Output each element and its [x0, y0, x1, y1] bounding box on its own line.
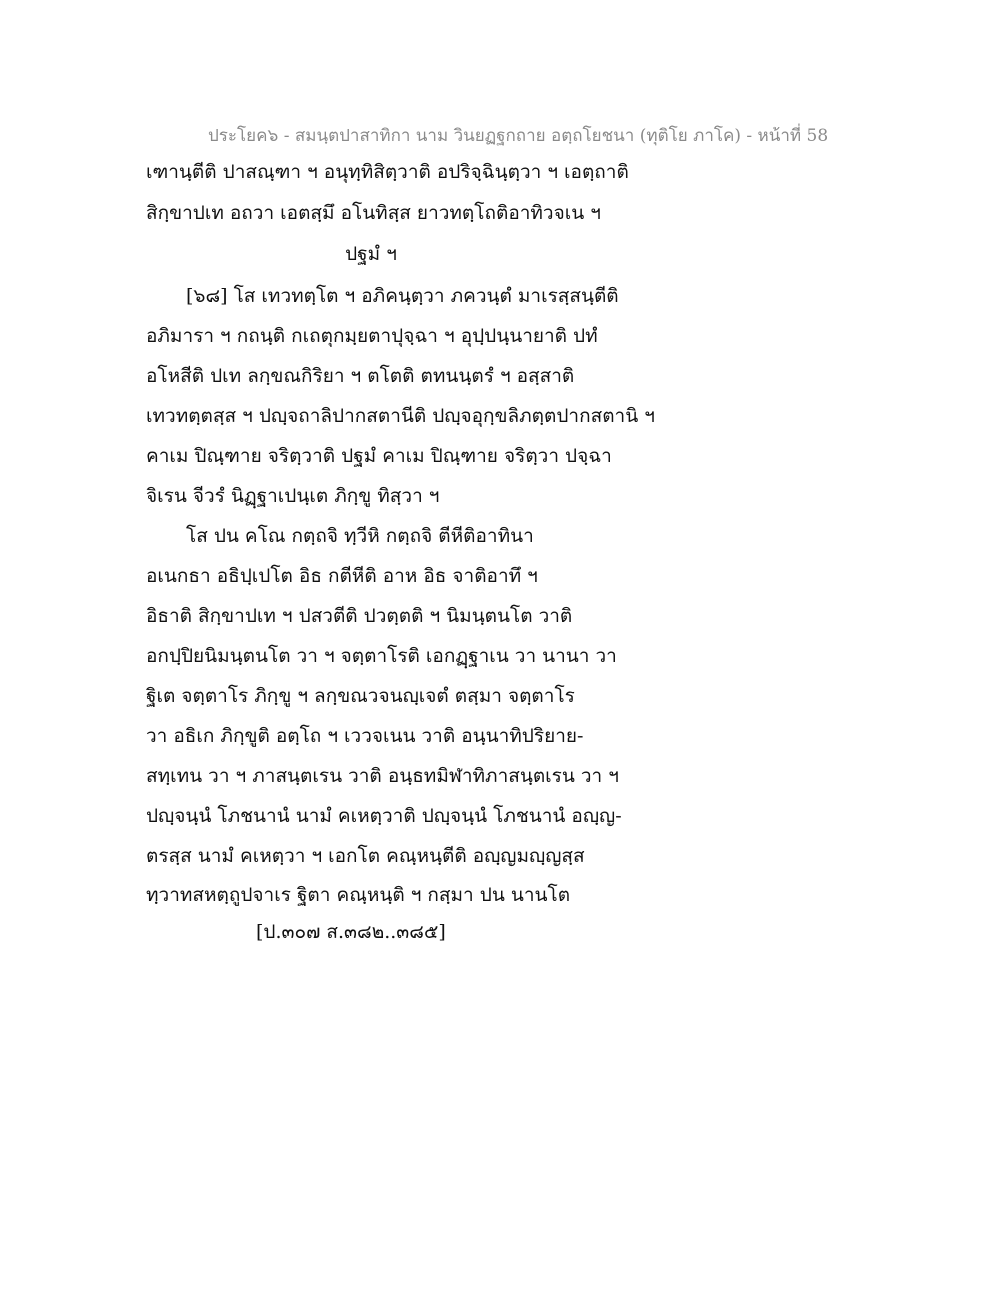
text-line-10: โส ปน คโณ กตฺถจิ ทฺวีหิ กตฺถจิ ตีหีติอาทินา [186, 525, 534, 547]
text-line-5: อภิมารา ฯ กถนฺติ กเถตุกมฺยตาปุจฺฉา ฯ อุปฺปนฺนายาติ ปทํ [146, 325, 598, 347]
text-line-2: สิกฺขาปเท อถวา เอตสฺมึ อโนทิสฺส ยาวทตฺโถติอาทิวจเน ฯ [146, 202, 601, 224]
page-reference: [ป.๓๐๗ ส.๓๘๒..๓๘๕] [256, 921, 446, 943]
text-line-9: จิเรน จีวรํ นิฏฺฐาเปนฺเต ภิกฺขู ทิสฺวา ฯ [146, 485, 440, 507]
text-line-15: วา อธิเก ภิกฺขูติ อตฺโถ ฯ เววจเนน วาติ อนฺนาทิปริยาย- [146, 725, 584, 747]
text-line-11: อเนกธา อธิปฺเปโต อิธ กตีหีติ อาห อิธ จาติอาทึ ฯ [146, 565, 538, 587]
text-line-16: สทฺเทน วา ฯ ภาสนฺตเรน วาติ อนฺธทมิฬาทิภาสนฺตเรน วา ฯ [146, 765, 619, 787]
text-line-paragraph-68: [๖๘] โส เทวทตฺโต ฯ อภิคนฺตฺวา ภควนฺตํ มาเรสฺสนฺตีติ [186, 285, 619, 307]
text-line-14: ฐิเต จตฺตาโร ภิกฺขู ฯ ลกฺขณวจนญฺเจตํ ตสฺมา จตฺตาโร [146, 685, 575, 707]
text-line-13: อกปฺปิยนิมนฺตนโต วา ฯ จตฺตาโรติ เอกฏฺฐาเน วา นานา วา [146, 645, 617, 667]
text-line-1: เฑานฺตีติ ปาสณฺฑา ฯ อนุทฺทิสิตฺวาติ อปริจฺฉินฺตฺวา ฯ เอตฺถาติ [146, 161, 629, 183]
running-header: ประโยค๖ - สมนฺตปาสาทิกา นาม วินยฏฐกถาย อตฺถโยชนา (ทุติโย ภาโค) - หน้าที่ 58 [208, 126, 829, 146]
text-line-8: คาเม ปิณฺฑาย จริตฺวาติ ปฐมํ คาเม ปิณฺฑาย จริตฺวา ปจฺฉา [146, 445, 612, 467]
text-line-17: ปญฺจนฺนํ โภชนานํ นามํ คเหตฺวาติ ปญฺจนฺนํ โภชนานํ อญฺญ- [146, 805, 622, 827]
text-line-6: อโหสีติ ปเท ลกฺขณกิริยา ฯ ตโตติ ตทนนฺตรํ ฯ อสฺสาติ [146, 365, 575, 387]
text-line-18: ตรสฺส นามํ คเหตฺวา ฯ เอกโต คณฺหนฺตีติ อญฺญมญฺญสฺส [146, 845, 585, 867]
text-line-19: ทฺวาทสหตฺถูปจาเร ฐิตา คณฺหนฺติ ฯ กสฺมา ปน นานโต [146, 884, 571, 906]
section-end-marker: ปฐมํ ฯ [345, 243, 397, 265]
text-line-12: อิธาติ สิกฺขาปเท ฯ ปสวตีติ ปวตฺตติ ฯ นิมนฺตนโต วาติ [146, 605, 573, 627]
text-line-7: เทวทตฺตสฺส ฯ ปญฺจถาลิปากสตานีติ ปญฺจอุกฺขลิภตฺตปากสตานิ ฯ [146, 405, 655, 427]
